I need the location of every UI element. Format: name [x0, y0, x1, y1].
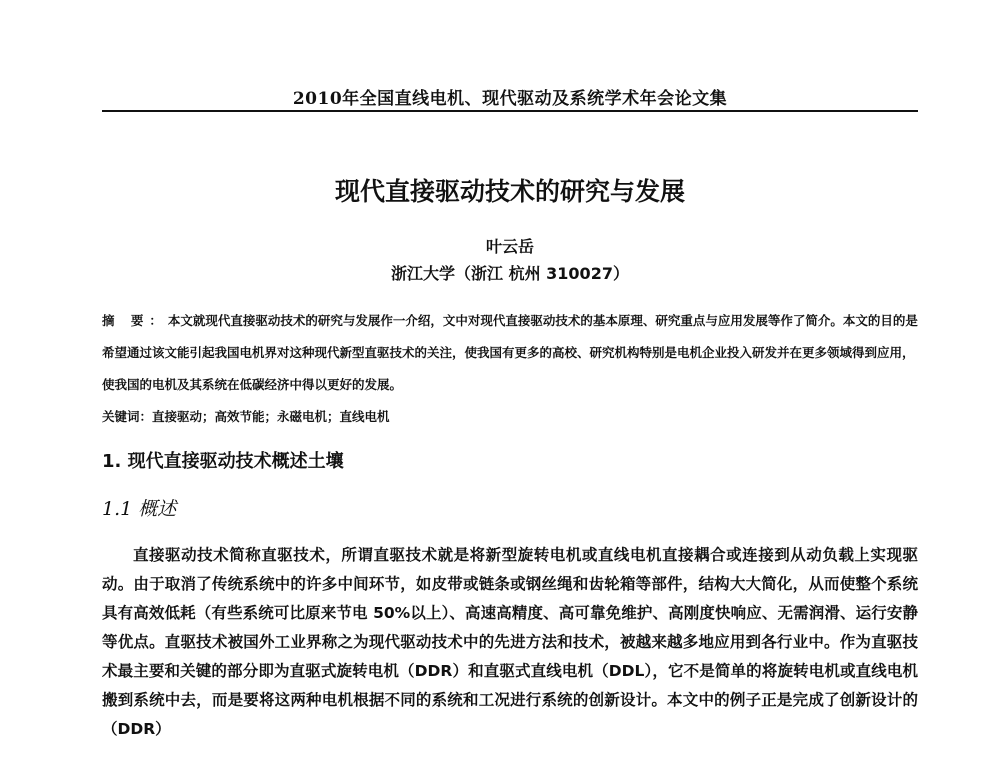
subsection-heading: 1.1 概述 [102, 498, 177, 520]
body-paragraph: 直接驱动技术简称直驱技术，所谓直驱技术就是将新型旋转电机或直线电机直接耦合或连接到从动负载上实现驱动。由于取消了传统系统中的许多中间环节，如皮带或链条或钢丝绳和齿轮箱等部件，结构大大简化，从而使整个系统具有高效低耗（有些系统可比原来节电 50%以上）、高速高精度、高可靠免维护、高刚度快响应、无需润滑、运行安静等优点。直驱技术被国外工业界称之为现代驱动技术中的先进方法和技术，被越来越多地应用到各行业中。作为直驱技术最主要和关键的部分即为直驱式旋转电机（DDR）和直驱式直线电机（DDL），它不是简单的将旋转电机或直线电机搬到系统中去，而是要将这两种电机根据不同的系统和工况进行系统的创新设计。本文中的例子正是完成了创新设计的（DDR） [102, 546, 918, 738]
running-header: 2010年全国直线电机、现代驱动及系统学术年会论文集 [292, 89, 728, 109]
abstract-label: 摘 要： [102, 313, 168, 328]
keywords-text: 直接驱动；高效节能；永磁电机；直线电机 [152, 409, 390, 424]
paper-title: 现代直接驱动技术的研究与发展 [334, 177, 685, 206]
section-heading: 1. 现代直接驱动技术概述土壤 [102, 451, 344, 472]
header-rule [102, 110, 918, 112]
author-affiliation: 浙江大学（浙江 杭州 310027） [391, 264, 629, 283]
abstract-text: 本文就现代直接驱动技术的研究与发展作一介绍，文中对现代直接驱动技术的基本原理、研究重点与应用发展等作了简介。本文的目的是希望通过该文能引起我国电机界对这种现代新型直驱技术的关注，使我国有更多的高校、研究机构特别是电机企业投入研发并在更多领域得到应用，使我国的电机及其系统在低碳经济中得以更好的发展。 [102, 313, 918, 392]
keywords-label: 关键词： [102, 409, 153, 424]
author-name: 叶云岳 [485, 237, 534, 256]
keywords [102, 407, 918, 425]
abstract [102, 305, 918, 401]
